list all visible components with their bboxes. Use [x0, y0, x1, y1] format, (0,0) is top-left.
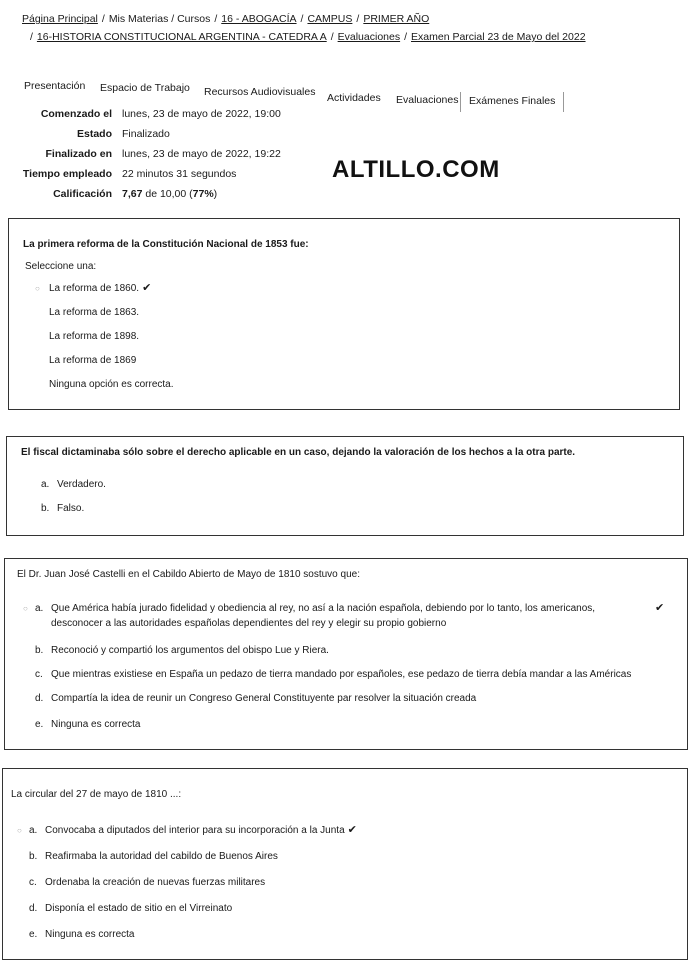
tab-actividades[interactable]: Actividades	[327, 92, 381, 104]
option-text: Falso.	[57, 503, 85, 514]
summary-value	[122, 186, 362, 202]
summary-state	[22, 126, 362, 142]
radio-dot-icon: ○	[23, 604, 28, 613]
option[interactable]	[29, 927, 135, 942]
grade-close: )	[213, 188, 218, 200]
summary-label: Tiempo empleado	[22, 168, 112, 180]
option-text: La reforma de 1869	[49, 355, 137, 366]
option-letter: d.	[29, 903, 38, 914]
option[interactable]	[35, 643, 329, 658]
check-icon: ✔	[655, 602, 665, 614]
breadcrumb-my-courses[interactable]: Mis Materias / Cursos	[108, 13, 211, 25]
option-letter: e.	[35, 719, 44, 730]
breadcrumb-home[interactable]: Página Principal	[22, 13, 98, 25]
option-text: Que mientras existiese en España un pedazo de tierra mandado por españoles, ese pedazo de tierra debía mandar a las Américas	[51, 669, 632, 680]
summary-label: Finalizado en	[45, 148, 112, 160]
summary-value: lunes, 23 de mayo de 2022, 19:00	[122, 108, 281, 120]
option[interactable]	[35, 691, 476, 706]
tab-espacio-trabajo[interactable]: Espacio de Trabajo	[100, 82, 190, 94]
question-text: El fiscal dictaminaba sólo sobre el derecho aplicable en un caso, dejando la valoración de los hechos a la otra parte.	[21, 447, 576, 458]
radio-dot-icon: ○	[35, 284, 40, 293]
option-letter: a.	[41, 479, 50, 490]
tab-recursos-audiovisuales[interactable]: Recursos Audiovisuales	[204, 86, 316, 98]
check-icon: ✔	[347, 824, 357, 836]
breadcrumb-year[interactable]: PRIMER AÑO	[363, 13, 430, 25]
breadcrumb-campus[interactable]: CAMPUS	[307, 13, 353, 25]
option[interactable]	[41, 501, 84, 516]
option-letter: e.	[29, 929, 38, 940]
tab-examenes-finales-label: Exámenes Finales	[469, 95, 556, 107]
option[interactable]	[35, 717, 141, 732]
summary-value: lunes, 23 de mayo de 2022, 19:22	[122, 148, 281, 160]
option-letter: d.	[35, 693, 44, 704]
option-text: La reforma de 1898.	[49, 331, 140, 342]
course-tabs	[24, 80, 564, 107]
option-text: Ninguna es correcta	[51, 719, 141, 730]
option-text: Disponía el estado de sitio en el Virreinato	[45, 903, 233, 914]
option[interactable]	[49, 377, 174, 392]
watermark: ALTILLO.COM	[332, 156, 500, 183]
option-text: Ordenaba la creación de nuevas fuerzas militares	[45, 877, 266, 888]
option[interactable]	[49, 329, 139, 344]
breadcrumb-exam[interactable]: Examen Parcial 23 de Mayo del 2022	[411, 31, 586, 43]
option-letter: a.	[29, 825, 38, 836]
option-text: Verdadero.	[57, 479, 106, 490]
summary-label: Comenzado el	[40, 108, 112, 120]
question-2	[6, 436, 684, 536]
attempt-summary	[22, 106, 362, 206]
radio-dot-icon: ○	[17, 826, 22, 835]
question-text: El Dr. Juan José Castelli en el Cabildo Abierto de Mayo de 1810 sostuvo que:	[17, 569, 360, 580]
tab-examenes-finales[interactable]	[460, 92, 564, 112]
breadcrumb-evaluations[interactable]: Evaluaciones	[337, 31, 401, 43]
question-3	[4, 558, 688, 750]
check-icon: ✔	[142, 282, 152, 294]
summary-finished	[22, 146, 362, 162]
question-4	[2, 768, 688, 960]
option-text: La reforma de 1863.	[49, 307, 140, 318]
option-letter: b.	[35, 645, 44, 656]
option-letter: c.	[29, 877, 37, 888]
option[interactable]	[35, 667, 675, 682]
summary-label: Estado	[76, 128, 112, 140]
summary-label: Calificación	[53, 188, 112, 200]
option-text: Ninguna opción es correcta.	[49, 379, 174, 390]
option-text: Reconoció y compartió los argumentos del obispo Lue y Riera.	[51, 645, 329, 656]
breadcrumb: Página Principal / Mis Materias / Cursos / 16 - ABOGACÍA / CAMPUS / PRIMER AÑO / 16-HISTORIA CONSTITUCIONAL ARGENTINA - CATEDRA A / Evaluaciones / Examen Parcial 23 de Mayo del 2022	[22, 13, 586, 43]
option[interactable]	[35, 281, 152, 296]
option-text: La reforma de 1860.	[49, 283, 140, 294]
option[interactable]	[49, 305, 139, 320]
option-letter: a.	[35, 603, 44, 614]
summary-started	[22, 106, 362, 122]
option-text: Convocaba a diputados del interior para su incorporación a la Junta	[45, 825, 345, 836]
option-text: Compartía la idea de reunir un Congreso General Constituyente par resolver la situación creada	[51, 693, 477, 704]
grade-total: de 10,00 (	[142, 188, 193, 200]
option[interactable]	[29, 901, 232, 916]
option-letter: b.	[41, 503, 50, 514]
question-1	[8, 218, 680, 410]
grade-score: 7,67	[122, 188, 143, 200]
option-letter: b.	[29, 851, 38, 862]
summary-value: Finalizado	[122, 128, 170, 140]
option-text: Ninguna es correcta	[45, 929, 135, 940]
tab-presentacion[interactable]: Presentación	[24, 80, 86, 92]
option-text: Reafirmaba la autoridad del cabildo de Buenos Aires	[45, 851, 278, 862]
option-letter: c.	[35, 669, 43, 680]
question-text: La primera reforma de la Constitución Nacional de 1853 fue:	[23, 239, 309, 250]
option[interactable]	[29, 875, 265, 890]
question-text: La circular del 27 de mayo de 1810 ...:	[11, 789, 182, 800]
summary-value: 22 minutos 31 segundos	[122, 168, 237, 180]
option-text: Que América había jurado fidelidad y obediencia al rey, no así a la nación española, debiendo por lo tanto, los americanos, desconocer a las autoridades españolas dependientes del rey y elegir su propio gobierno	[51, 603, 596, 629]
breadcrumb-career[interactable]: 16 - ABOGACÍA	[221, 13, 297, 25]
option[interactable]	[49, 353, 136, 368]
grade-percent: 77%	[192, 188, 214, 200]
tab-evaluaciones[interactable]: Evaluaciones	[396, 94, 459, 106]
summary-grade	[22, 186, 362, 202]
option[interactable]	[23, 601, 635, 631]
option[interactable]	[29, 849, 278, 864]
summary-time	[22, 166, 362, 182]
option[interactable]	[41, 477, 106, 492]
question-prompt: Seleccione una:	[25, 261, 97, 272]
breadcrumb-course[interactable]: 16-HISTORIA CONSTITUCIONAL ARGENTINA - CATEDRA A	[36, 31, 327, 43]
option[interactable]	[17, 823, 357, 838]
